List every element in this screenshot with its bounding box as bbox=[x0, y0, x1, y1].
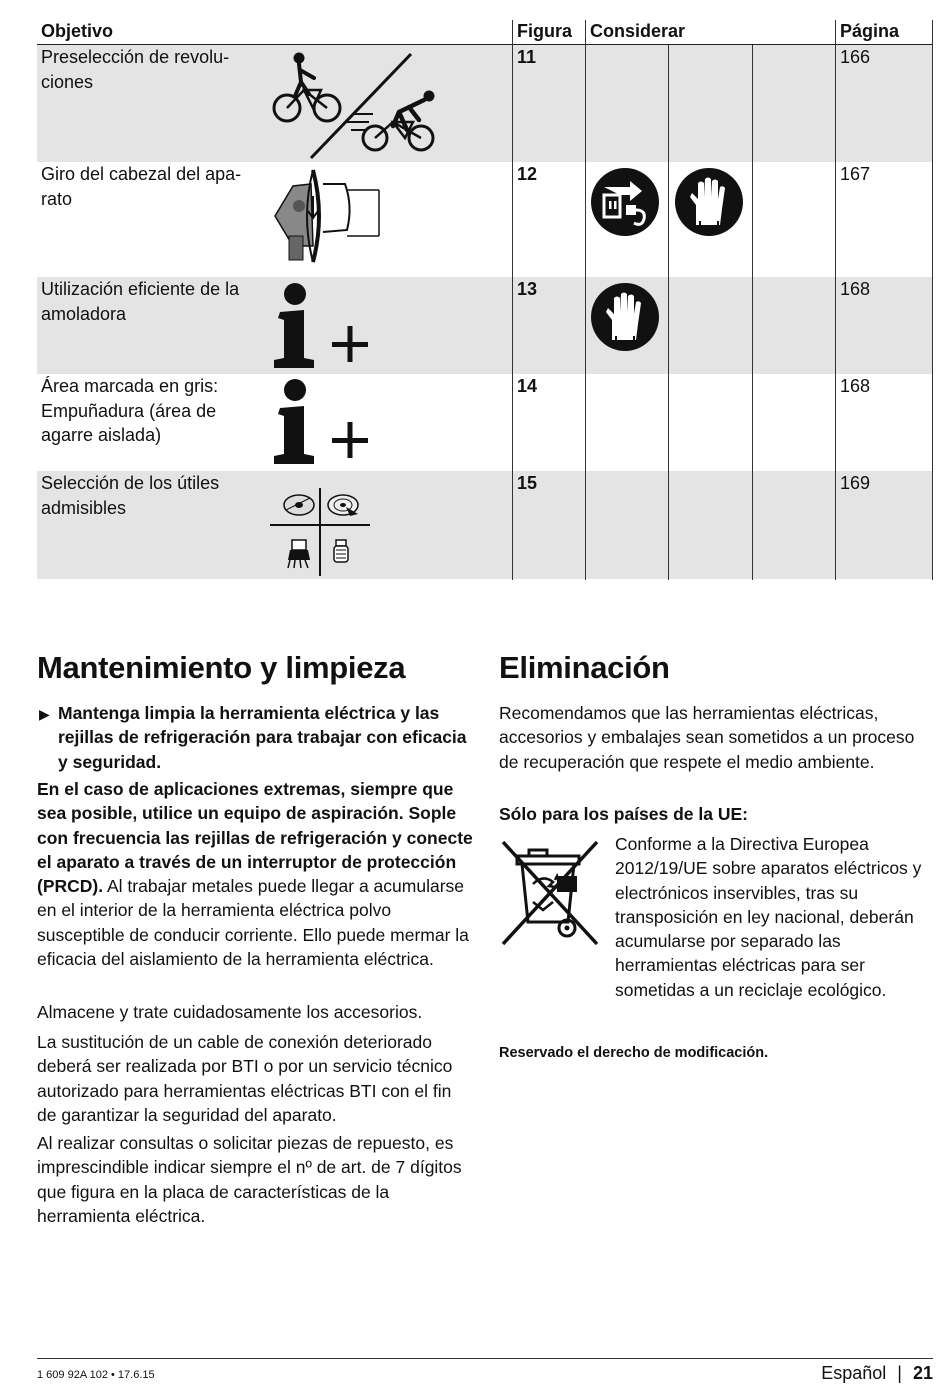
info-plus-icon bbox=[270, 376, 390, 468]
gear-head-rotation-icon bbox=[273, 166, 383, 266]
column-divider bbox=[932, 20, 933, 580]
page-number: 168 bbox=[840, 376, 871, 396]
page-number: 166 bbox=[840, 47, 871, 67]
figure-number: 13 bbox=[517, 279, 538, 299]
column-divider bbox=[835, 20, 836, 580]
column-divider bbox=[752, 45, 753, 580]
footer-page-number: 21 bbox=[912, 1363, 933, 1383]
bicycle-speed-icon bbox=[269, 50, 459, 162]
figure-number: 14 bbox=[517, 376, 538, 396]
paragraph-bold-text: En el caso de aplicaciones extremas, siempre que sea posible, utilice un equipo de aspiración. Sople con frecuencia las rejillas de refrigeración y conecte el aparato a través de un interruptor de protección (PRCD). bbox=[37, 779, 473, 897]
figure-number: 11 bbox=[517, 47, 537, 67]
footer-doc-id: 1 609 92A 102 • 17.6.15 bbox=[37, 1369, 155, 1381]
wear-gloves-icon bbox=[674, 167, 744, 237]
maintenance-title: Mantenimiento y limpieza bbox=[37, 650, 406, 685]
disposal-title: Eliminación bbox=[499, 650, 670, 685]
info-plus-icon bbox=[270, 280, 390, 372]
objective-line: Utilización eficiente de la bbox=[41, 279, 240, 299]
bullet-arrow-icon: ▶ bbox=[39, 706, 50, 722]
footer-language: Español bbox=[821, 1363, 887, 1383]
column-divider bbox=[668, 45, 669, 580]
objective-line: Empuñadura (área de bbox=[41, 400, 217, 421]
objective-line: Área marcada en gris: bbox=[41, 376, 219, 396]
objective-text bbox=[41, 277, 239, 326]
column-divider bbox=[512, 20, 513, 580]
objective-line: ciones bbox=[41, 71, 94, 92]
bullet-text: Mantenga limpia la herramienta eléctrica y las rejillas de refrigeración para trabajar con eficacia y seguridad. bbox=[58, 703, 467, 772]
admissible-tools-icon bbox=[270, 488, 370, 578]
footer-page-info bbox=[821, 1362, 933, 1384]
figure-number: 15 bbox=[517, 473, 538, 493]
objective-line: Selección de los útiles bbox=[41, 473, 220, 493]
eu-heading bbox=[499, 802, 929, 826]
unplug-power-icon bbox=[590, 167, 660, 237]
objectives-table bbox=[37, 0, 933, 580]
objective-text bbox=[41, 162, 241, 211]
objective-line: admisibles bbox=[41, 497, 127, 518]
maintenance-paragraph bbox=[37, 777, 473, 971]
maintenance-bullet bbox=[58, 701, 473, 774]
crossed-bin-icon bbox=[499, 836, 601, 948]
header-pagina: Página bbox=[840, 21, 900, 41]
maintenance-paragraph: La sustitución de un cable de conexión deteriorado deberá ser realizada por BTI o por un servicio técnico autorizado para herramientas eléctricas BTI con el fin de garantizar la seguridad del aparato. bbox=[37, 1032, 453, 1125]
page-number: 167 bbox=[840, 164, 871, 184]
objective-text bbox=[41, 45, 229, 94]
disposal-paragraph: Recomendamos que las herramientas eléctricas, accesorios y embalajes sean sometidos a un proceso de recuperación que respete el medio ambiente. bbox=[499, 703, 915, 772]
eu-heading-text: Sólo para los países de la UE: bbox=[499, 804, 748, 824]
page-number: 169 bbox=[840, 473, 871, 493]
objective-text bbox=[41, 374, 218, 448]
objective-line: Giro del cabezal del apa- bbox=[41, 164, 242, 184]
objective-line: agarre aislada) bbox=[41, 425, 162, 445]
footer-separator: | bbox=[897, 1363, 902, 1383]
objective-line: Preselección de revolu- bbox=[41, 47, 230, 67]
paragraph-text: Al trabajar metales puede llegar a acumularse en el interior de la herramienta eléctrica polvo susceptible de conducir corriente. Ello puede mermar la eficacia del aislamiento de la herramienta eléctrica. bbox=[37, 876, 469, 970]
maintenance-paragraph: Almacene y trate cuidadosamente los accesorios. bbox=[37, 1002, 423, 1022]
reserved-text: Reservado el derecho de modificación. bbox=[499, 1045, 769, 1061]
column-divider bbox=[585, 20, 586, 580]
objective-text bbox=[41, 471, 219, 520]
eu-text: Conforme a la Directiva Europea 2012/19/UE sobre aparatos eléctricos y electrónicos inservibles, tras su transposición en ley nacional, deberán acumularse por separado las herramientas eléctricas para ser sometidas a un reciclaje ecológico. bbox=[615, 834, 922, 1000]
maintenance-paragraph: Al realizar consultas o solicitar piezas de repuesto, es imprescindible indicar siempre el nº de art. de 7 dígitos que figura en la placa de características de la herramienta eléctrica. bbox=[37, 1133, 462, 1226]
reserved-notice bbox=[499, 1043, 768, 1063]
objective-line: rato bbox=[41, 188, 73, 209]
header-figura: Figura bbox=[517, 21, 573, 41]
footer-divider bbox=[37, 1358, 933, 1359]
figure-number: 12 bbox=[517, 164, 538, 184]
header-objetivo: Objetivo bbox=[41, 21, 114, 41]
header-considerar: Considerar bbox=[590, 21, 686, 41]
objective-line: amoladora bbox=[41, 303, 127, 324]
wear-gloves-icon bbox=[590, 282, 660, 352]
page-number: 168 bbox=[840, 279, 871, 299]
